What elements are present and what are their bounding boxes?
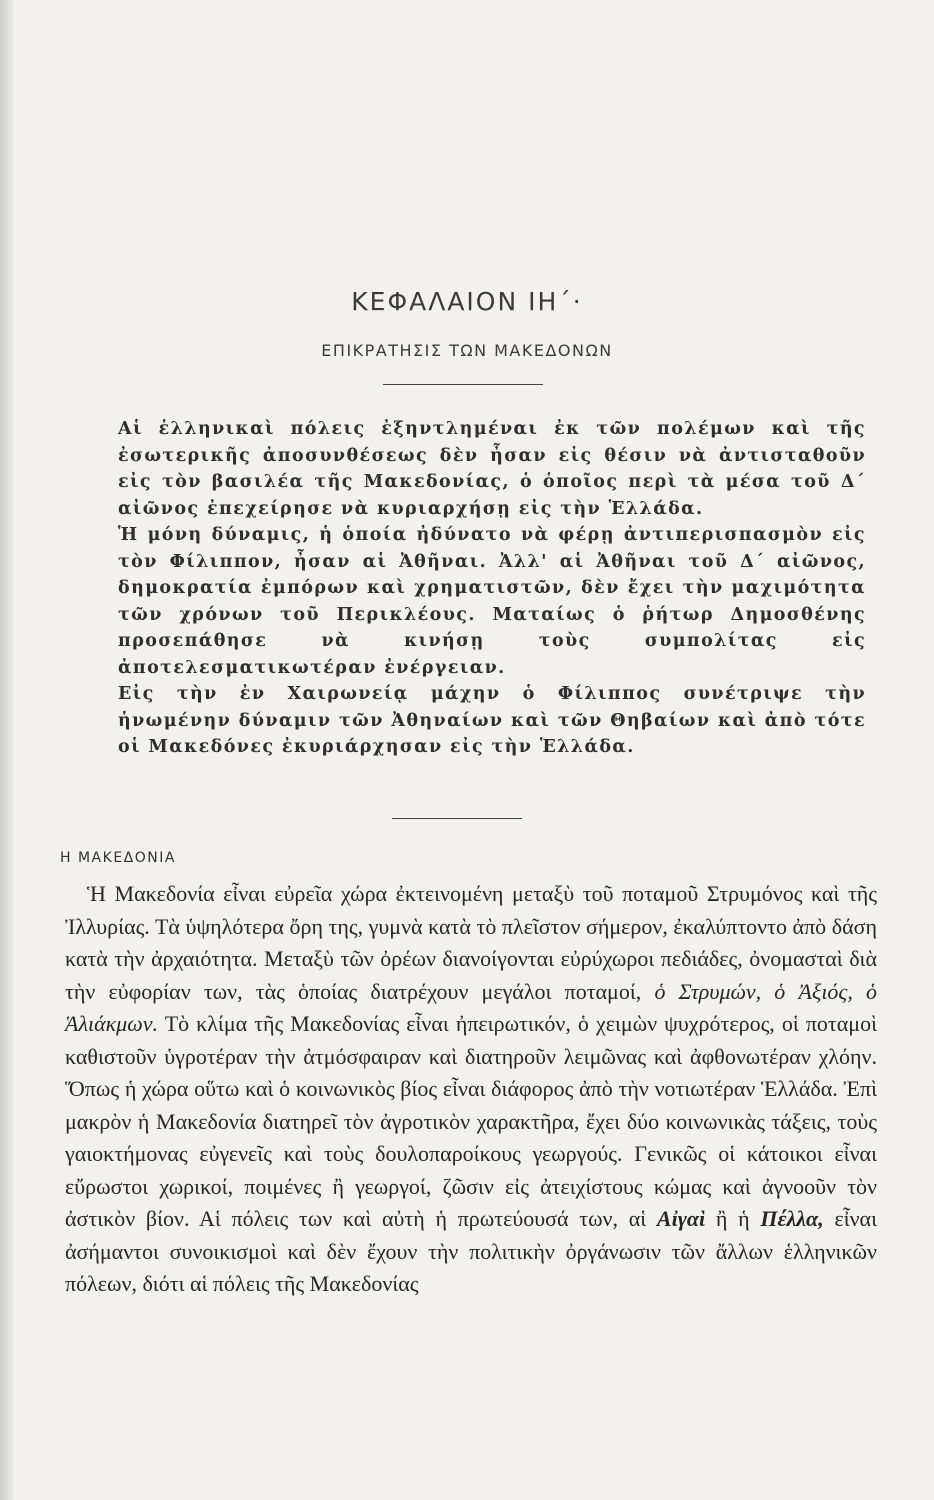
body-text-run: εἶναι ἀσήμαντοι συνοικισμοὶ καὶ δὲν ἔχουν τὴν πολιτικὴν ὀργάνωσιν τῶν ἄλλων ἑλληνικῶν πόλεων, διότι αἱ πόλεις τῆς Μακεδονίας — [65, 1206, 878, 1296]
summary-paragraph: Ἡ μόνη δύναμις, ἡ ὁποία ἠδύνατο νὰ φέρῃ ἀντιπερισπασμὸν εἰς τὸν Φίλιππον, ἦσαν αἱ Ἀθῆναι. Ἀλλ' αἱ Ἀθῆναι τοῦ Δ΄ αἰῶνος, δημοκρατία ἐμπόρων καὶ χρηματιστῶν, δὲν ἔχει τὴν μαχιμότητα τῶν χρόνων τοῦ Περικλέους. Ματαίως ὁ ῥήτωρ Δημοσθένης προσεπάθησε νὰ κινήσῃ τοὺς συμπολίτας εἰς ἀποτελεσματικωτέραν ἐνέργειαν. — [118, 525, 866, 678]
section-heading: Η ΜΑΚΕΔΟΝΙΑ — [60, 850, 176, 866]
chapter-summary — [118, 416, 866, 761]
body-text-run: Τὸ κλίμα τῆς Μακεδονίας εἶναι ἠπειρωτικόν, ὁ χειμὼν ψυχρότερος, οἱ ποταμοὶ καθιστοῦν ὑγροτέραν τὴν ἀτμόσφαιραν καὶ διατηροῦν λειμῶνας καὶ ἀφθονωτέραν χλόην. Ὅπως ἡ χώρα οὕτω καὶ ὁ κοινωνικὸς βίος εἶναι διάφορος ἀπὸ τὴν νοτιωτέραν Ἑλλάδα. Ἐπὶ μακρὸν ἡ Μακεδονία διατηρεῖ τὸν ἀγροτικὸν χαρακτῆρα, ἔχει δύο κοινωνικὰς τάξεις, τοὺς γαιοκτήμονας εὐγενεῖς καὶ τοὺς δουλοπαροίκους γεωργούς. Γενικῶς οἱ κάτοικοι εἶναι εὔρωστοι χωρικοί, ποιμένες ἢ γεωργοί, ζῶσιν εἰς ἀτειχίστους κώμας καὶ ἀγνοοῦν τὸν ἀστικὸν βίον. Αἱ πόλεις των καὶ αὐτὴ ἡ πρωτεύουσά των, αἱ — [65, 1011, 878, 1231]
chapter-subtitle: ΕΠΙΚΡΑΤΗΣΙΣ ΤΩΝ ΜΑΚΕΔΟΝΩΝ — [321, 341, 613, 360]
page-edge — [0, 0, 14, 1500]
body-paragraph — [65, 878, 877, 1301]
divider-rule — [392, 818, 522, 819]
river-name: ὁ Ἁλιάκμων. — [65, 978, 878, 1036]
city-name: Πέλλα, — [760, 1206, 824, 1231]
summary-paragraph: Εἰς τὴν ἐν Χαιρωνείᾳ μάχην ὁ Φίλιππος συνέτριψε τὴν ἡνωμένην δύναμιν τῶν Ἀθηναίων καὶ τῶν Θηβαίων καὶ ἀπὸ τότε οἱ Μακεδόνες ἐκυριάρχησαν εἰς τὴν Ἑλλάδα. — [118, 684, 866, 757]
body-text-run: ἢ ἡ — [715, 1206, 750, 1231]
summary-paragraph: Αἱ ἑλληνικαὶ πόλεις ἐξηντλημέναι ἐκ τῶν πολέμων καὶ τῆς ἐσωτερικῆς ἀποσυνθέσεως δὲν ἦσαν εἰς θέσιν νὰ ἀντισταθοῦν εἰς τὸν βασιλέα τῆς Μακεδονίας, ὁ ὁποῖος περὶ τὰ μέσα τοῦ Δ΄ αἰῶνος ἐπεχείρησε νὰ κυριαρχήσῃ εἰς τὴν Ἑλλάδα. — [118, 419, 866, 519]
chapter-title: ΚΕΦΑΛΑΙΟΝ ΙΗ΄· — [351, 287, 583, 316]
river-name: ὁ Ἀξιός, — [774, 978, 853, 1004]
body-text — [65, 878, 877, 1301]
river-name: ὁ Στρυμών, — [654, 978, 762, 1004]
divider-rule — [383, 384, 543, 385]
body-text-run: Ἡ Μακεδονία εἶναι εὐρεῖα χώρα ἐκτεινομένη μεταξὺ τοῦ ποταμοῦ Στρυμόνος καὶ τῆς Ἰλλυρίας. Τὰ ὑψηλότερα ὄρη της, γυμνὰ κατὰ τὸ πλεῖστον σήμερον, ἐκαλύπτοντο ἀπὸ δάση κατὰ τὴν ἀρχαιότητα. Μεταξὺ τῶν ὀρέων διανοίγονται εὐρύχωροι πεδιάδες, ὀνομασταὶ διὰ τὴν εὐφορίαν των, τὰς ὁποίας διατρέχουν μεγάλοι ποταμοί, — [65, 881, 877, 1004]
city-name: Αἰγαὶ — [656, 1206, 706, 1231]
